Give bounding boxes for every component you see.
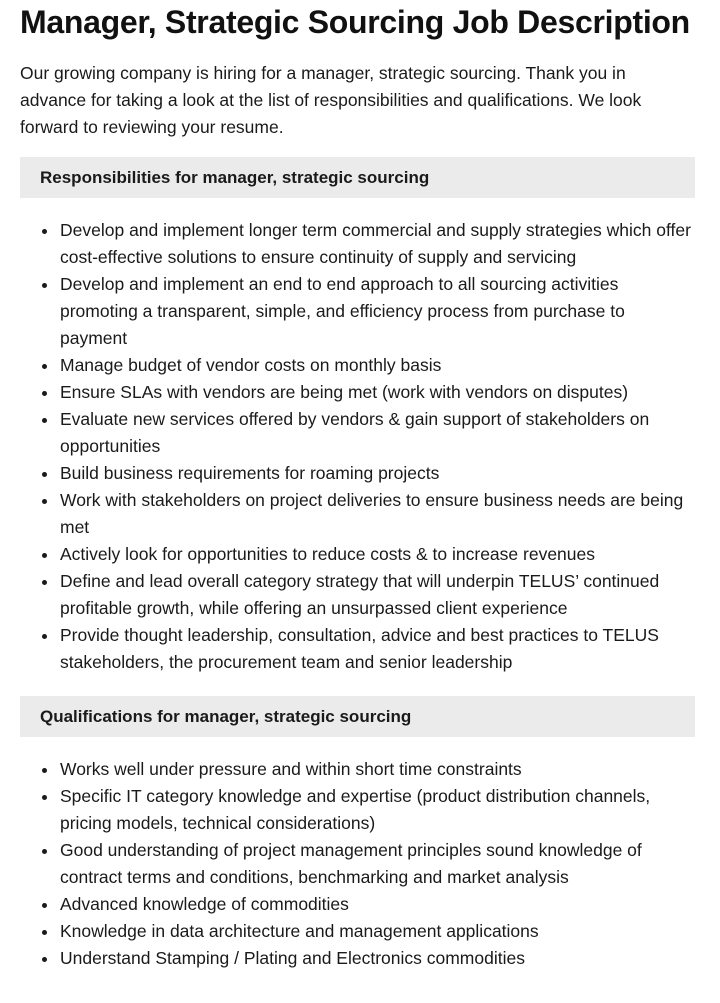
list-item: Build business requirements for roaming projects [60,460,695,487]
list-item: Knowledge in data architecture and management applications [60,918,695,945]
responsibilities-list [20,217,695,676]
qualifications-heading: Qualifications for manager, strategic sourcing [40,706,412,726]
list-item: Develop and implement an end to end approach to all sourcing activities promoting a transparent, simple, and efficiency process from purchase to payment [60,271,695,352]
list-item: Good understanding of project management principles sound knowledge of contract terms and conditions, benchmarking and market analysis [60,837,695,891]
list-item: Works well under pressure and within short time constraints [60,756,695,783]
qualifications-list [20,756,695,972]
qualifications-section-header [20,696,695,737]
list-item: Manage budget of vendor costs on monthly basis [60,352,695,379]
list-item: Advanced knowledge of commodities [60,891,695,918]
list-item: Evaluate new services offered by vendors & gain support of stakeholders on opportunities [60,406,695,460]
list-item: Understand Stamping / Plating and Electronics commodities [60,945,695,972]
responsibilities-section-header [20,157,695,198]
list-item: Actively look for opportunities to reduce costs & to increase revenues [60,541,695,568]
list-item: Define and lead overall category strategy that will underpin TELUS’ continued profitable growth, while offering an unsurpassed client experience [60,568,695,622]
page-title: Manager, Strategic Sourcing Job Description [20,4,690,40]
responsibilities-heading: Responsibilities for manager, strategic sourcing [40,167,430,187]
list-item: Specific IT category knowledge and expertise (product distribution channels, pricing models, technical considerations) [60,783,695,837]
list-item: Provide thought leadership, consultation, advice and best practices to TELUS stakeholders, the procurement team and senior leadership [60,622,695,676]
list-item: Work with stakeholders on project deliveries to ensure business needs are being met [60,487,695,541]
list-item: Ensure SLAs with vendors are being met (work with vendors on disputes) [60,379,695,406]
list-item: Develop and implement longer term commercial and supply strategies which offer cost-effective solutions to ensure continuity of supply and servicing [60,217,695,271]
intro-paragraph: Our growing company is hiring for a manager, strategic sourcing. Thank you in advance for taking a look at the list of responsibilities and qualifications. We look forward to reviewing your resume. [20,63,642,137]
